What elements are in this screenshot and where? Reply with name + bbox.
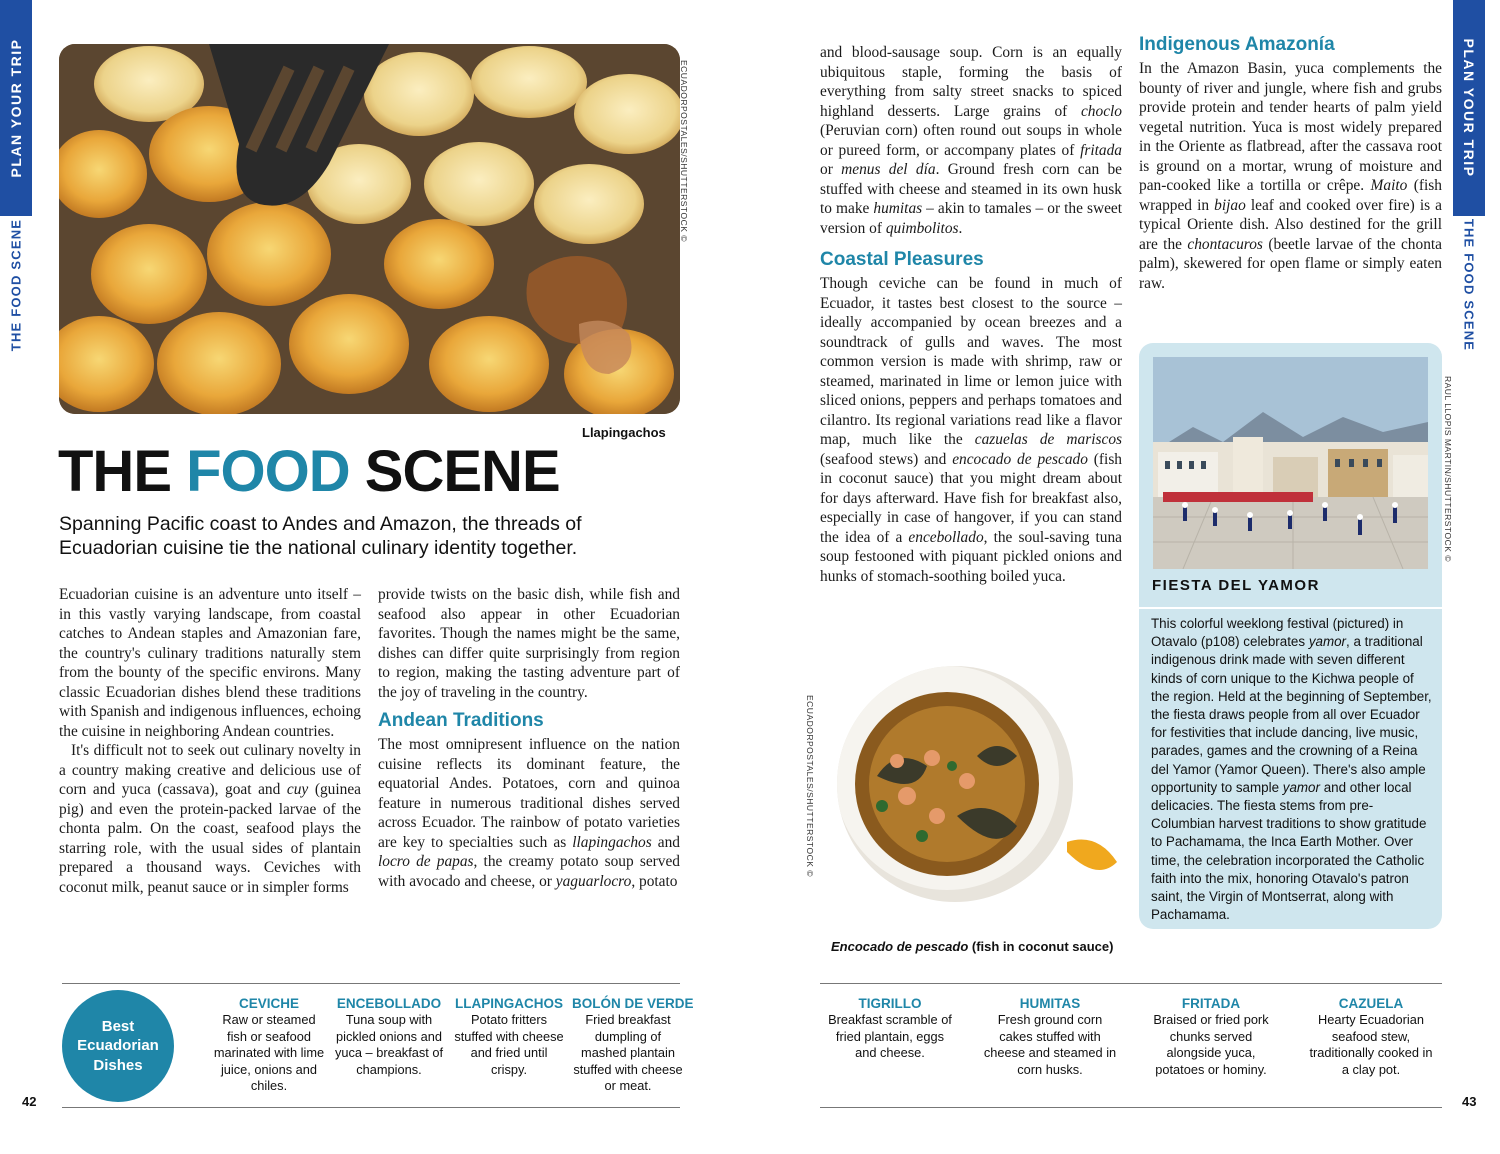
photo-credit: ECUADORPOSTALES/SHUTTERSTOCK © [679, 60, 689, 243]
photo-caption: Llapingachos [582, 425, 666, 440]
page-number: 42 [22, 1094, 37, 1109]
dish-card: CEVICHE Raw or steamed fish or seafood marinated with lime juice, onions and chiles. [213, 996, 325, 1094]
side-tab-text: PLAN YOUR TRIP [1461, 38, 1477, 178]
fiesta-photo [1153, 357, 1428, 569]
paragraph: In the Amazon Basin, yuca complements the bounty of river and jungle, where fish and grubs provide protein and tender hearts of palm yield vegetal nutrition. Yuca is most widely prepared in the Oriente as flatbread, after the cassava root is ground on a mortar, wrung of moisture and pan-cooked like a tortilla or crêpe. Maito (fish wrapped in bijao leaf and cooked over fire) is a typical Oriente dish. Also destined for the grill are the chontacuros (beetle larvae of the chonta palm), skewered for open flame or simply eaten raw. [1139, 60, 1442, 292]
section-heading: Coastal Pleasures [820, 249, 984, 270]
photo-credit: ECUADORPOSTALES/SHUTTERSTOCK © [805, 695, 815, 878]
photo-credit: RAUL LLOPIS MARTIN/SHUTTERSTOCK © [1443, 376, 1453, 563]
fiesta-illustration [1153, 357, 1428, 569]
encocado-photo [837, 666, 1119, 902]
paragraph: provide twists on the basic dish, while fish and seafood also appear in other Ecuadorian favorites. Though the names might be the same, dishes can differ quite surprisingly from region to region, making the tasting adventure part of the joy of traveling in the country. [378, 586, 680, 701]
dish-card: HUMITAS Fresh ground corn cakes stuffed with cheese and steamed in corn husks. [983, 996, 1117, 1077]
dish-card: CAZUELA Hearty Ecuadorian seafood stew, traditionally cooked in a clay pot. [1309, 996, 1433, 1077]
text-column-1 [59, 585, 361, 897]
divider [62, 1107, 680, 1108]
paragraph: Though ceviche can be found in much of Ecuador, it tastes best closest to the source – ideally accompanied by ocean breezes and a soundtrack of gulls and waves. The most common version is made with shrimp, raw or steamed, marinated in lime or lemon juice with sliced onions, peppers and perhaps tomatoes and cilantro. Its regional variations read like a flavor map, much like the cazuelas de mariscos (seafood stews) and encocado de pescado (fish in coconut sauce) that you might dream about for days afterward. Have fish for breakfast also, especially in case of hangover, if you can stand the idea of a encebollado, the soul-saving tuna soup festooned with piquant pickled onions and hunks of stomach-soothing boiled yuca. [820, 275, 1123, 585]
divider [820, 1107, 1442, 1108]
paragraph: and blood-sausage soup. Corn is an equally ubiquitous staple, forming the basis of everything from salty street snacks to spiced highland desserts. Large grains of choclo (Peruvian corn) often round out soups in whole or pureed form, or accompany plates of fritada or menus del día. Ground fresh corn can be stuffed with cheese and steamed in its own husk to make humitas – akin to tamales – or the sweet version of quimbolitos. [820, 44, 1123, 237]
side-tab-text: PLAN YOUR TRIP [8, 38, 24, 178]
sidebar-title: FIESTA DEL YAMOR [1152, 577, 1320, 594]
best-dishes-badge: Best Ecuadorian Dishes [62, 990, 174, 1102]
sidebar-divider [1139, 607, 1442, 609]
llapingachos-illustration [59, 44, 680, 414]
dish-card: FRITADA Braised or fried pork chunks served alongside yuca, potatoes or hominy. [1153, 996, 1269, 1077]
hero-photo-llapingachos [59, 44, 680, 414]
paragraph: The most omnipresent influence on the nation cuisine reflects its dominant feature, the equatorial Andes. Potatoes, corn and quinoa feature in numerous traditional dishes served across Ecuador. The rainbow of potato varieties are key to specialties such as llapingachos and locro de papas, the creamy potato soup served with avocado and cheese, or yaguarlocro, potato [378, 736, 680, 890]
side-tab-right [1453, 0, 1485, 216]
photo-caption: Encocado de pescado (fish in coconut sauce) [831, 939, 1114, 954]
text-column-2 [378, 585, 680, 891]
page-subtitle: Spanning Pacific coast to Andes and Amazon, the threads of Ecuadorian cuisine tie the national culinary identity together. [59, 513, 582, 559]
side-tab-left [0, 0, 32, 216]
divider [820, 983, 1442, 984]
text-column-3 [820, 43, 1122, 586]
fiesta-sidebar [1139, 343, 1442, 929]
dish-card: BOLÓN DE VERDE Fried breakfast dumpling of mashed plantain stuffed with cheese or meat. [572, 996, 694, 1094]
text-column-4 [1139, 33, 1442, 293]
section-heading: Andean Traditions [378, 710, 544, 731]
divider [62, 983, 680, 984]
dish-card: LLAPINGACHOS Potato fritters stuffed with cheese and fried until crispy. [454, 996, 564, 1077]
page-title: THE FOOD SCENE [58, 439, 560, 504]
page-number: 43 [1462, 1094, 1477, 1109]
sidebar-body: This colorful weeklong festival (pictured) in Otavalo (p108) celebrates yamor, a traditional indigenous drink made with seven different kinds of corn unique to the Kichwa people of the region. Held at the beginning of September, the fiesta draws people from all over Ecuador for festivities that include dancing, live music, parades, games and the crowning of a Reina del Yamor (Yamor Queen). There's also ample opportunity to sample yamor and other local delicacies. The fiesta stems from pre-Columbian harvest traditions to show gratitude to Pachamama, the Inca Earth Mother. Over time, the celebration incorporated the Catholic faith into the mix, honoring Otavalo's patron saint, the Virgin of Montserrat, along with Pachamama. [1151, 616, 1432, 923]
encocado-illustration [837, 666, 1119, 902]
section-heading: Indigenous Amazonía [1139, 34, 1335, 55]
side-section-label-left: THE FOOD SCENE [8, 218, 24, 352]
dish-card: TIGRILLO Breakfast scramble of fried plantain, eggs and cheese. [828, 996, 952, 1061]
side-section-label-right: THE FOOD SCENE [1461, 218, 1477, 352]
paragraph: Ecuadorian cuisine is an adventure unto itself – in this vastly varying landscape, from coastal catches to Andean staples and Amazonian fare, the country's culinary traditions naturally stem from the bounty of the specific environs. Many classic Ecuadorian dishes blend these traditions with Spanish and indigenous influences, echoing the cuisine in neighboring Andean countries. [59, 586, 361, 740]
dish-card: ENCEBOLLADO Tuna soup with pickled onions and yuca – breakfast of champions. [334, 996, 444, 1077]
paragraph: It's difficult not to seek out culinary novelty in a country making creative and delicious use of corn and yuca (cassava), goat and cuy (guinea pig) and even the protein-packed larvae of the chonta palm. On the coast, seafood plays the starring role, with the usual sides of plantain prepared a thousand ways. Ceviches with coconut milk, peanut sauce or in simpler forms [59, 742, 361, 896]
